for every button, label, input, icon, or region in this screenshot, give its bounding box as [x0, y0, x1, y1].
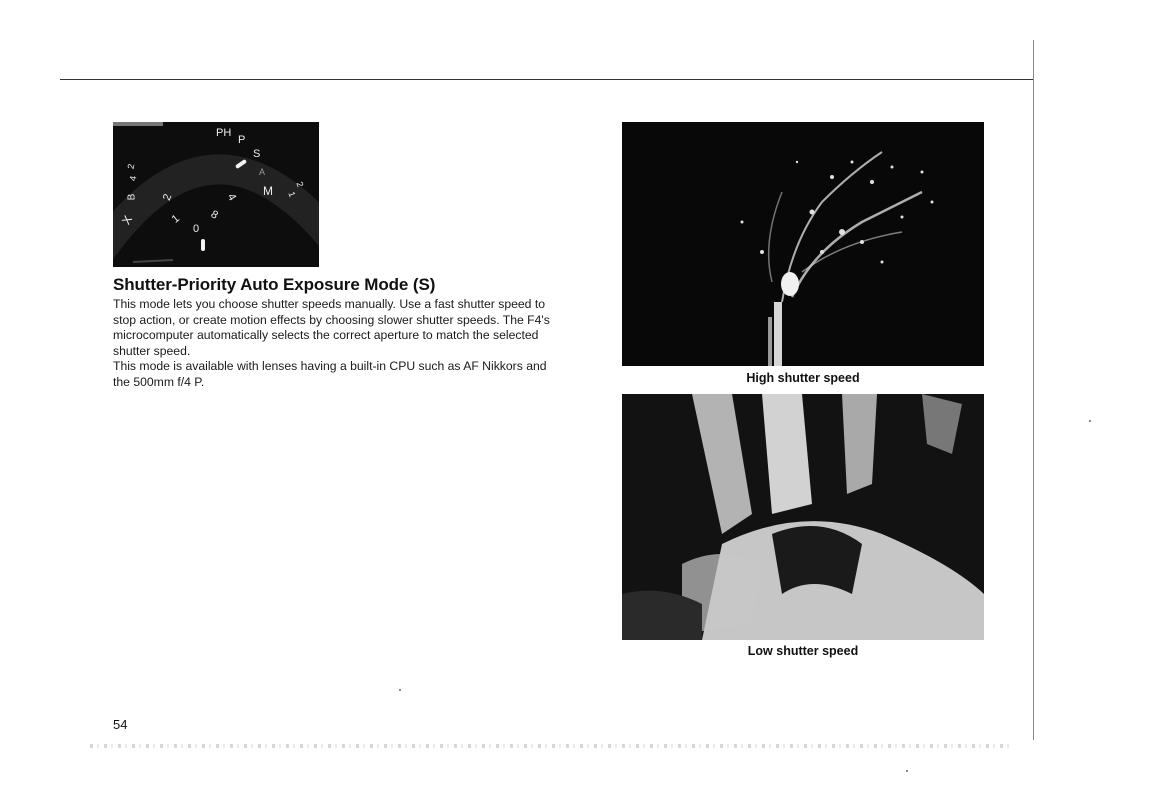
- scan-speck: [906, 770, 908, 772]
- dial-mark-x: X: [118, 213, 136, 227]
- dial-mark-4b: 4: [127, 175, 139, 182]
- dial-mark-m: M: [263, 184, 273, 198]
- scan-speck: [1089, 420, 1091, 422]
- dial-index-mark: [201, 239, 205, 251]
- body-paragraph-1: This mode lets you choose shutter speeds manually. Use a fast shutter speed to stop action, or create motion effects by choosing slower shutter speeds. The F4's microcomputer automatically selects the correct aperture to match the selected shutter speed.: [113, 297, 550, 358]
- frozen-water-splash-image: [622, 122, 984, 366]
- dial-mark-zero: 0: [193, 223, 200, 235]
- scan-noise-strip: [90, 744, 1010, 748]
- dial-mark-1: 1: [169, 212, 182, 226]
- dial-mark-2: 2: [160, 192, 175, 203]
- page-number: 54: [113, 717, 128, 732]
- blurred-waterfall-image: [622, 394, 984, 640]
- high-shutter-speed-photo: [622, 122, 984, 366]
- dial-mark-p: P: [238, 134, 246, 146]
- low-shutter-caption: Low shutter speed: [747, 644, 859, 658]
- top-rule: [60, 79, 1034, 80]
- dial-mark-2b: 2: [125, 163, 137, 170]
- dial-mark-a: A: [259, 167, 266, 177]
- high-shutter-caption: High shutter speed: [746, 371, 860, 385]
- page-edge-rule: [1033, 40, 1034, 740]
- scan-speck: [399, 689, 401, 691]
- dial-mark-b: B: [126, 193, 138, 201]
- mode-dial-photo: [113, 122, 319, 267]
- body-text: [113, 297, 553, 391]
- dial-mark-8: 8: [208, 208, 220, 222]
- dial-mark-4: 4: [224, 191, 239, 203]
- section-heading: Shutter-Priority Auto Exposure Mode (S): [113, 275, 436, 294]
- dial-mark-ph: PH: [216, 127, 232, 139]
- body-paragraph-2: This mode is available with lenses having a built-in CPU such as AF Nikkors and the 500mm f/4 P.: [113, 359, 547, 389]
- dial-mark-2c: 2: [294, 180, 306, 189]
- low-shutter-speed-photo: [622, 394, 984, 640]
- dial-mark-s: S: [253, 148, 261, 160]
- dial-mark-1b: 1: [286, 190, 298, 199]
